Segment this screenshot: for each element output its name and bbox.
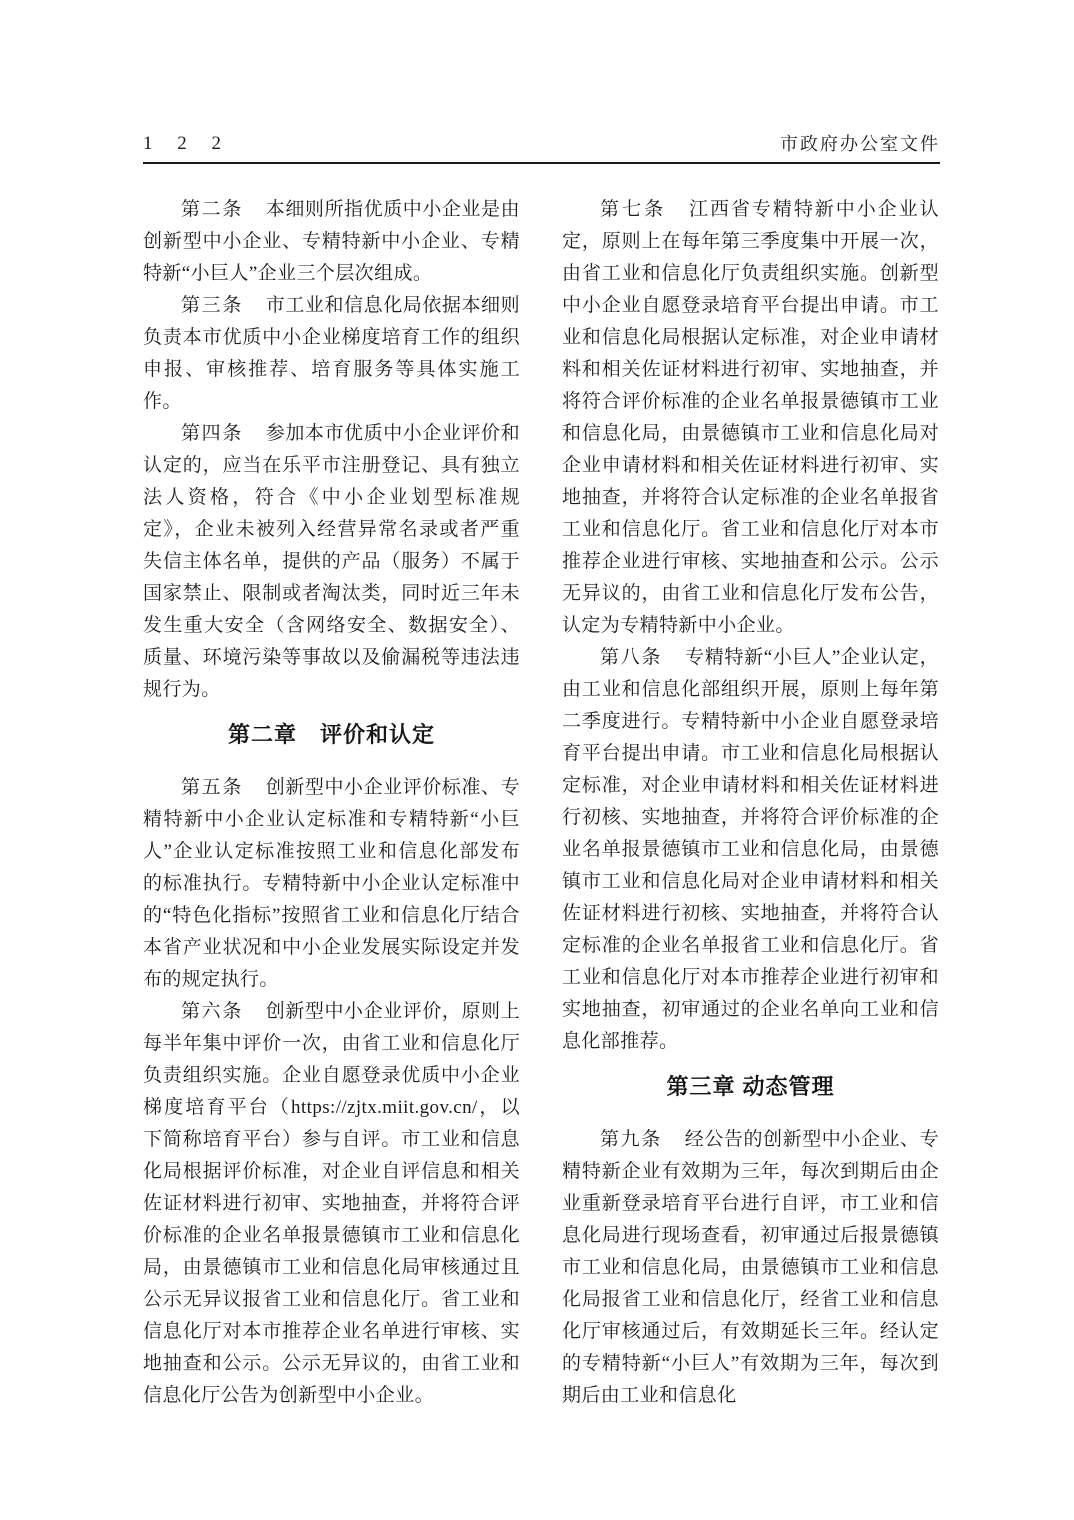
chapter-heading: 第二章 评价和认定 (227, 722, 435, 747)
article-number: 第九条 (600, 1129, 662, 1150)
article-paragraph: 第六条 创新型中小企业评价，原则上每半年集中评价一次，由省工业和信息化厅负责组织实施。企业自愿登录优质中小企业梯度培育平台（https://zjtx.miit.gov.cn/，以下简称培育平台）参与自评。市工业和信息化局根据评价标准，对企业自评信息和相关佐证材料进行初审、实地抽查，并将符合评价标准的企业名单报景德镇市工业和信息化局，由景德镇市工业和信息化局审核通过且公示无异议报省工业和信息化厅。省工业和信息化厅对本市推荐企业名单进行审核、实地抽查和公示。公示无异议的，由省工业和信息化厅公告为创新型中小企业。 (143, 1001, 520, 1406)
article-paragraph: 第五条 创新型中小企业评价标准、专精特新中小企业认定标准和专精特新“小巨人”企业认定标准按照工业和信息化部发布的标准执行。专精特新中小企业认定标准中的“特色化指标”按照省工业和信息化厅结合本省产业状况和中小企业发展实际设定并发布的规定执行。 (143, 777, 520, 990)
article-number: 第三条 (181, 295, 243, 316)
header-title: 市政府办公室文件 (780, 134, 940, 154)
chapter-heading: 第三章 动态管理 (666, 1074, 835, 1099)
article-paragraph: 第七条 江西省专精特新中小企业认定，原则上在每年第三季度集中开展一次，由省工业和信息化厅负责组织实施。创新型中小企业自愿登录培育平台提出申请。市工业和信息化局根据认定标准，对企业申请材料和相关佐证材料进行初审、实地抽查，并将符合评价标准的企业名单报景德镇市工业和信息化局，由景德镇市工业和信息化局对企业申请材料和相关佐证材料进行初审、实地抽查，并将符合认定标准的企业名单报省工业和信息化厅。省工业和信息化厅对本市推荐企业进行审核、实地抽查和公示。公示无异议的，由省工业和信息化厅发布公告，认定为专精特新中小企业。 (562, 199, 939, 636)
column-right (562, 194, 939, 1412)
column-left (143, 194, 520, 1412)
page-header (143, 134, 940, 164)
page-number: 1 2 2 (143, 133, 231, 154)
article-paragraph: 第九条 经公告的创新型中小企业、专精特新企业有效期为三年，每次到期后由企业重新登录培育平台进行自评，市工业和信息化局进行现场查看，初审通过后报景德镇市工业和信息化局，由景德镇市工业和信息化局报省工业和信息化厅，经省工业和信息化厅审核通过后，有效期延长三年。经认定的专精特新“小巨人”有效期为三年，每次到期后由工业和信息化 (562, 1129, 939, 1406)
article-paragraph: 第四条 参加本市优质中小企业评价和认定的，应当在乐平市注册登记、具有独立法人资格，符合《中小企业划型标准规定》，企业未被列入经营异常名录或者严重失信主体名单，提供的产品（服务）不属于国家禁止、限制或者淘汰类，同时近三年未发生重大安全（含网络安全、数据安全）、质量、环境污染等事故以及偷漏税等违法违规行为。 (143, 423, 520, 700)
article-paragraph: 第三条 市工业和信息化局依据本细则负责本市优质中小企业梯度培育工作的组织申报、审核推荐、培育服务等具体实施工作。 (143, 295, 520, 412)
article-number: 第二条 (181, 199, 243, 220)
article-number: 第四条 (181, 423, 243, 444)
document-body (143, 194, 940, 1412)
article-number: 第六条 (181, 1001, 243, 1022)
article-paragraph: 第八条 专精特新“小巨人”企业认定，由工业和信息化部组织开展，原则上每年第二季度进行。专精特新中小企业自愿登录培育平台提出申请。市工业和信息化局根据认定标准，对企业申请材料和相关佐证材料进行初核、实地抽查，并将符合评价标准的企业名单报景德镇市工业和信息化局，由景德镇市工业和信息化局对企业申请材料和相关佐证材料进行初核、实地抽查，并将符合认定标准的企业名单报省工业和信息化厅。省工业和信息化厅对本市推荐企业进行初审和实地抽查，初审通过的企业名单向工业和信息化部推荐。 (562, 647, 939, 1052)
article-number: 第七条 (600, 199, 667, 220)
article-number: 第八条 (600, 647, 663, 668)
article-paragraph: 第二条 本细则所指优质中小企业是由创新型中小企业、专精特新中小企业、专精特新“小巨人”企业三个层次组成。 (143, 199, 520, 284)
article-number: 第五条 (181, 777, 243, 798)
